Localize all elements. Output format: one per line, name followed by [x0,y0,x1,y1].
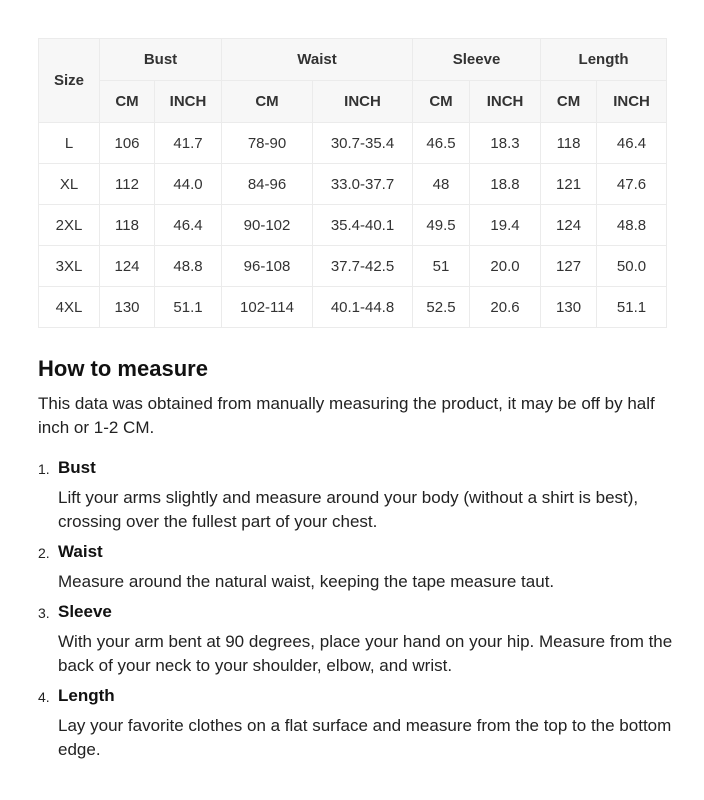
table-row [39,123,667,164]
list-item-number: 1. [38,461,50,477]
sleeve-cm-cell: 48 [413,164,470,205]
list-item-waist [38,540,678,594]
size-cell: XL [39,164,100,205]
sleeve-cm-cell: 46.5 [413,123,470,164]
bust-cm-cell: 112 [100,164,155,205]
length-cm-cell: 121 [541,164,597,205]
sleeve-inch-header: INCH [470,81,541,123]
list-item-description: With your arm bent at 90 degrees, place your hand on your hip. Measure from the back of your neck to your shoulder, elbow, and wrist. [58,632,673,675]
list-item-description: Lift your arms slightly and measure around your body (without a shirt is best), crossing over the fullest part of your chest. [58,488,639,531]
length-cm-cell: 118 [541,123,597,164]
list-item-sleeve [38,600,678,678]
waist-inch-cell: 37.7-42.5 [313,246,413,287]
waist-cm-cell: 96-108 [222,246,313,287]
bust-cm-cell: 106 [100,123,155,164]
list-item-description: Lay your favorite clothes on a flat surface and measure from the top to the bottom edge. [58,716,672,759]
length-inch-header: INCH [597,81,667,123]
sleeve-cm-cell: 52.5 [413,287,470,328]
waist-cm-header: CM [222,81,313,123]
size-cell: 2XL [39,205,100,246]
bust-inch-header: INCH [155,81,222,123]
list-item-length [38,684,678,762]
length-cm-cell: 130 [541,287,597,328]
waist-cm-cell: 78-90 [222,123,313,164]
size-cell: 3XL [39,246,100,287]
bust-column-header: Bust [100,39,222,81]
waist-cm-cell: 90-102 [222,205,313,246]
sleeve-cm-cell: 51 [413,246,470,287]
sleeve-column-header: Sleeve [413,39,541,81]
bust-inch-cell: 44.0 [155,164,222,205]
table-row [39,205,667,246]
intro-text: This data was obtained from manually measuring the product, it may be off by half inch or 1-2 CM. [38,394,655,437]
list-item-number: 2. [38,545,50,561]
length-cm-header: CM [541,81,597,123]
sleeve-inch-cell: 20.0 [470,246,541,287]
list-item-title: Sleeve [58,602,112,621]
sleeve-inch-cell: 18.8 [470,164,541,205]
list-item-bust [38,456,678,534]
size-chart [38,38,666,328]
length-inch-cell: 48.8 [597,205,667,246]
waist-inch-cell: 35.4-40.1 [313,205,413,246]
bust-inch-cell: 51.1 [155,287,222,328]
length-inch-cell: 47.6 [597,164,667,205]
size-column-header: Size [39,39,100,123]
list-item-description: Measure around the natural waist, keeping the tape measure taut. [58,572,555,591]
length-inch-cell: 50.0 [597,246,667,287]
waist-cm-cell: 102-114 [222,287,313,328]
sleeve-cm-header: CM [413,81,470,123]
list-item-number: 3. [38,605,50,621]
waist-column-header: Waist [222,39,413,81]
size-cell: 4XL [39,287,100,328]
length-inch-cell: 51.1 [597,287,667,328]
bust-cm-cell: 130 [100,287,155,328]
size-cell: L [39,123,100,164]
table-row [39,164,667,205]
length-cm-cell: 124 [541,205,597,246]
measure-list [38,456,678,762]
list-item-title: Length [58,686,115,705]
section-title: How to measure [38,356,208,381]
bust-inch-cell: 46.4 [155,205,222,246]
length-inch-cell: 46.4 [597,123,667,164]
table-row [39,246,667,287]
waist-cm-cell: 84-96 [222,164,313,205]
waist-inch-cell: 40.1-44.8 [313,287,413,328]
sleeve-cm-cell: 49.5 [413,205,470,246]
how-to-measure-section [38,354,678,768]
size-table [38,38,667,328]
list-item-title: Waist [58,542,103,561]
bust-cm-cell: 124 [100,246,155,287]
sleeve-inch-cell: 18.3 [470,123,541,164]
list-item-number: 4. [38,689,50,705]
waist-inch-cell: 30.7-35.4 [313,123,413,164]
bust-cm-header: CM [100,81,155,123]
waist-inch-header: INCH [313,81,413,123]
waist-inch-cell: 33.0-37.7 [313,164,413,205]
bust-cm-cell: 118 [100,205,155,246]
table-row [39,287,667,328]
bust-inch-cell: 41.7 [155,123,222,164]
length-cm-cell: 127 [541,246,597,287]
sleeve-inch-cell: 19.4 [470,205,541,246]
list-item-title: Bust [58,458,96,477]
length-column-header: Length [541,39,667,81]
bust-inch-cell: 48.8 [155,246,222,287]
sleeve-inch-cell: 20.6 [470,287,541,328]
